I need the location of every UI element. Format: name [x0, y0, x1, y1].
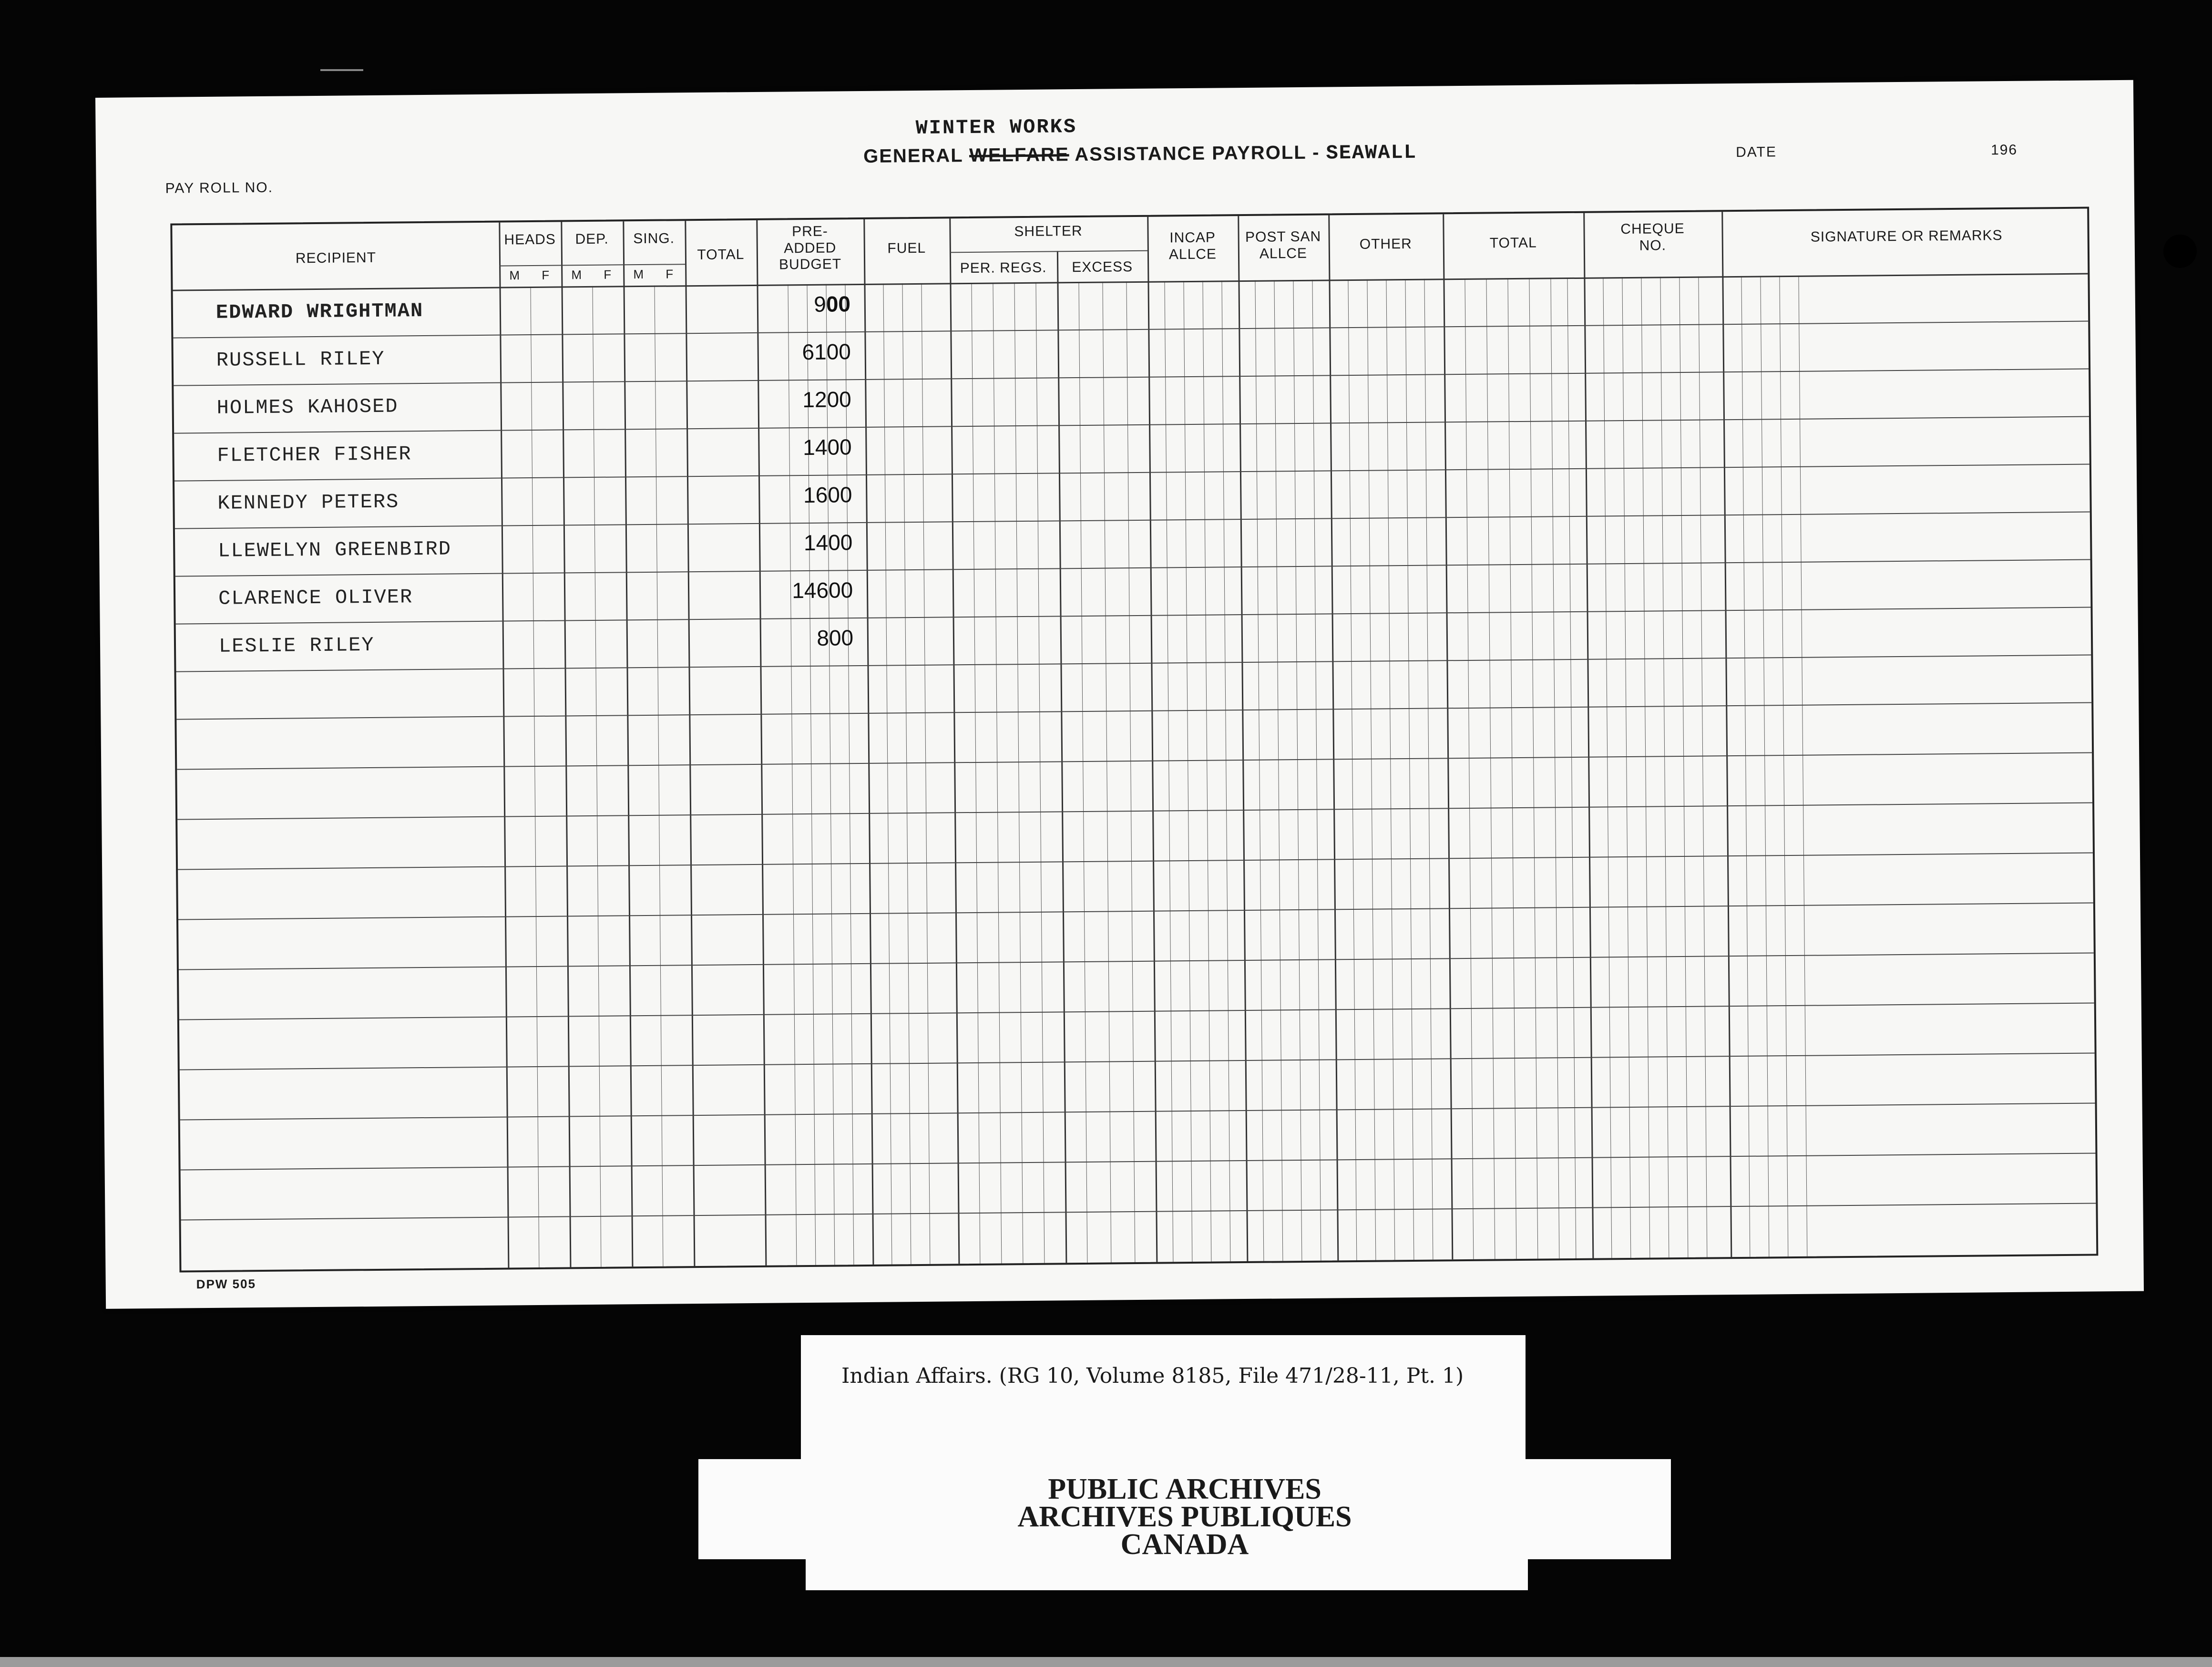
payroll-form	[95, 80, 2144, 1309]
recipient-name: LESLIE RILEY	[218, 633, 375, 658]
col-cheque-line2: NO.	[1639, 237, 1667, 254]
budget-cents: 00	[828, 530, 853, 555]
budget-dollars: 12	[802, 387, 827, 412]
col-sing: SING.	[633, 230, 675, 247]
col-signature-remarks: SIGNATURE OR REMARKS	[1810, 227, 2003, 245]
recipient-name: HOLMES KAHOSED	[216, 395, 399, 420]
date-label: DATE	[1735, 144, 1777, 160]
col-other: OTHER	[1359, 236, 1412, 252]
col-sing-m: M	[633, 267, 645, 282]
col-sing-f: F	[666, 267, 674, 281]
title-suffix: SEAWALL	[1326, 141, 1417, 165]
col-dep: DEP.	[575, 231, 609, 247]
archive-reference-card	[801, 1335, 1526, 1478]
recipient-name: LLEWELYN GREENBIRD	[218, 537, 452, 563]
col-total-2: TOTAL	[1489, 235, 1537, 251]
form-title	[863, 141, 1417, 169]
budget-dollars: 9	[814, 291, 827, 317]
col-total: TOTAL	[697, 247, 745, 263]
budget-cents: 00	[828, 577, 853, 603]
col-heads-m: M	[509, 268, 521, 283]
recipient-name: RUSSELL RILEY	[216, 347, 385, 372]
payroll-table	[170, 207, 2098, 1273]
col-dep-m: M	[571, 268, 583, 282]
col-incap-line2: ALLCE	[1168, 246, 1217, 262]
col-shelter: SHELTER	[1014, 223, 1083, 240]
budget-cents: 00	[826, 291, 851, 317]
punch-hole	[2163, 235, 2197, 268]
col-pre-added-budget-line3: BUDGET	[778, 256, 842, 273]
title-struck-word: WELFARE	[969, 144, 1069, 166]
col-recipient: RECIPIENT	[295, 249, 377, 267]
winter-works-stamp: WINTER WORKS	[915, 115, 1077, 140]
col-excess: EXCESS	[1072, 259, 1133, 276]
budget-dollars: 14	[803, 434, 828, 460]
recipient-name: CLARENCE OLIVER	[218, 586, 413, 610]
budget-cents: 00	[828, 482, 852, 507]
col-incap-allce	[1147, 229, 1239, 263]
budget-dollars: 61	[802, 339, 827, 365]
film-edge	[0, 1657, 2212, 1667]
budget-dollars: 146	[792, 577, 829, 603]
col-cheque-no	[1583, 220, 1722, 255]
recipient-name: FLETCHER FISHER	[217, 442, 412, 467]
archive-reference: Indian Affairs. (RG 10, Volume 8185, File 471/28-11, Pt. 1)	[841, 1364, 1464, 1388]
col-pre-added-budget-line1: PRE-	[792, 223, 828, 240]
col-heads-f: F	[542, 268, 550, 282]
title-middle: ASSISTANCE PAYROLL -	[1075, 142, 1320, 165]
col-heads: HEADS	[504, 231, 556, 248]
budget-cents: 00	[827, 434, 852, 460]
budget-cents: 00	[829, 625, 854, 650]
budget-dollars: 8	[817, 625, 830, 650]
archive-stamp-line3: CANADA	[1120, 1528, 1249, 1561]
budget-dollars: 16	[803, 482, 828, 508]
col-post-san-line1: POST SAN	[1245, 228, 1321, 245]
form-number: DPW 505	[196, 1276, 256, 1292]
budget-dollars: 14	[803, 530, 829, 556]
recipient-name: KENNEDY PETERS	[217, 490, 399, 515]
budget-cents: 00	[826, 339, 851, 364]
col-post-san-allce	[1238, 228, 1329, 262]
archive-stamp	[698, 1459, 1671, 1559]
col-pre-added-budget	[756, 223, 864, 273]
col-cheque-line1: CHEQUE	[1620, 220, 1685, 237]
col-incap-line1: INCAP	[1169, 229, 1216, 246]
recipient-name: EDWARD WRIGHTMAN	[215, 299, 424, 324]
col-per-regs: PER. REGS.	[960, 259, 1047, 277]
col-fuel: FUEL	[887, 240, 926, 257]
payroll-no-label: PAY ROLL NO.	[165, 179, 274, 196]
stray-mark	[320, 69, 363, 71]
budget-cents: 00	[827, 387, 851, 412]
col-dep-f: F	[604, 267, 612, 282]
col-pre-added-budget-line2: ADDED	[784, 239, 837, 256]
col-post-san-line2: ALLCE	[1259, 245, 1308, 262]
title-prefix: GENERAL	[863, 145, 963, 167]
archive-stamp-line2: ARCHIVES PUBLIQUES	[1017, 1501, 1352, 1533]
date-year: 196	[1990, 142, 2018, 158]
archive-stamp-line1: PUBLIC ARCHIVES	[1048, 1473, 1321, 1505]
